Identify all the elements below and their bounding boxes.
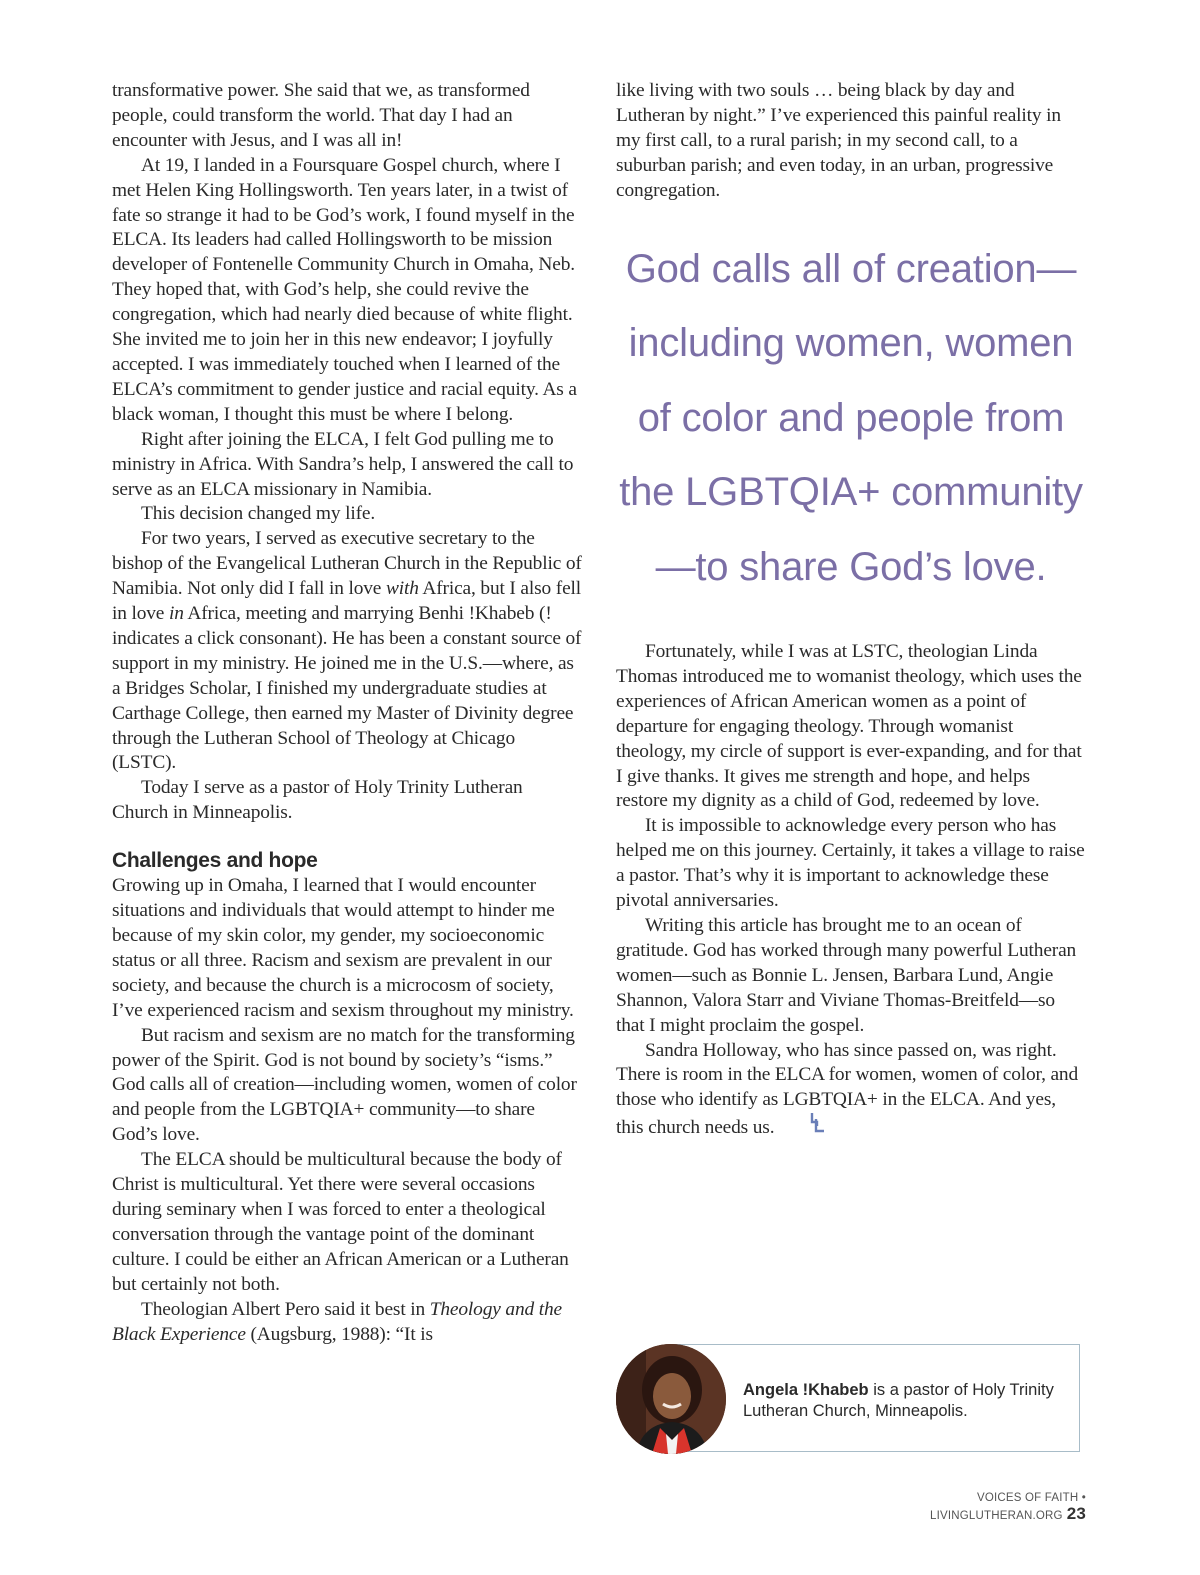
body-paragraph	[616, 1039, 1086, 1142]
bio-text	[743, 1380, 1073, 1422]
pull-quote: God calls all of creation—including women, women of color and people from the LGBTQIA+ community—to share God’s love.	[619, 246, 1083, 589]
author-name: Angela !Khabeb	[743, 1381, 869, 1399]
left-column	[112, 79, 582, 1347]
emphasis-text: with	[385, 578, 419, 600]
body-paragraph: Growing up in Omaha, I learned that I would encounter situations and individuals that would attempt to hinder me because of my skin color, my gender, my socioeconomic status or all three. Racism and sexism are prevalent in our society, and because the church is a microcosm of society, I’ve experienced racism and sexism throughout my ministry.	[112, 875, 574, 1021]
book-title: Theology and the Black Experience	[112, 1298, 562, 1345]
text-run: Sandra Holloway, who has since passed on, was right. There is room in the ELCA for women, women of color, and those who identify as LGBTQIA+ in the ELCA. And yes, this church needs us.	[616, 1039, 1079, 1139]
body-paragraph: Writing this article has brought me to an ocean of gratitude. God has worked through many powerful Lutheran women—such as Bonnie L. Jensen, Barbara Lund, Angie Shannon, Valora Starr and Viviane Thomas-Breitfeld—so that I might proclaim the gospel.	[616, 915, 1077, 1036]
page-footer	[868, 1492, 1086, 1524]
author-photo	[616, 1344, 726, 1454]
body-paragraph	[112, 527, 582, 776]
text-run: Africa, but I also fell in love	[112, 578, 582, 625]
text-run: (Augsburg, 1988): “It is	[245, 1323, 433, 1345]
page-number: 23	[1066, 1504, 1086, 1523]
body-paragraph: This decision changed my life.	[141, 503, 376, 525]
body-paragraph: The ELCA should be multicultural because the body of Christ is multicultural. Yet there were several occasions during seminary when I was forced to enter a theological conversation through the vantage point of the dominant culture. I could be either an African American or a Lutheran but certainly not both.	[112, 1149, 569, 1295]
body-paragraph: like living with two souls … being black by day and Lutheran by night.” I’ve experienced this painful reality in my first call, to a rural parish; in my second call, to a suburban parish; and even today, in an urban, progressive congregation.	[616, 80, 1061, 201]
body-paragraph	[112, 1298, 582, 1348]
footer-label: VOICES OF FAITH • LIVINGLUTHERAN.ORG	[930, 1492, 1086, 1522]
section-heading: Challenges and hope	[112, 849, 318, 873]
right-column	[616, 79, 1086, 1141]
text-run: Theologian Albert Pero said it best in	[141, 1298, 430, 1320]
body-paragraph: Fortunately, while I was at LSTC, theologian Linda Thomas introduced me to womanist theology, which uses the experiences of African American women as a point of departure for engaging theology. Through womanist theology, my circle of support is ever-expanding, and for that I give thanks. It gives me strength and hope, and helps restore my dignity as a child of God, redeemed by love.	[616, 641, 1082, 812]
body-paragraph: At 19, I landed in a Foursquare Gospel church, where I met Helen King Hollingsworth. Ten years later, in a twist of fate so strange it had to be God’s work, I found myself in the ELCA. Its leaders had called Hollingsworth to be mission developer of Fontenelle Community Church in Omaha, Neb. They hoped that, with God’s help, she could revive the congregation, which had nearly died because of white flight. She invited me to join her in this new endeavor; I joyfully accepted. I was immediately touched when I learned of the ELCA’s commitment to gender justice and racial equity. As a black woman, I thought this must be where I belong.	[112, 154, 577, 425]
body-paragraph: transformative power. She said that we, as transformed people, could transform the world. That day I had an encounter with Jesus, and I was all in!	[112, 80, 530, 151]
body-paragraph: It is impossible to acknowledge every person who has helped me on this journey. Certainly, it takes a village to raise a pastor. That’s why it is important to acknowledge these pivotal anniversaries.	[616, 815, 1085, 912]
body-paragraph: Today I serve as a pastor of Holy Trinity Lutheran Church in Minneapolis.	[112, 777, 523, 824]
body-paragraph: But racism and sexism are no match for the transforming power of the Spirit. God is not bound by society’s “isms.” God calls all of creation—including women, women of color and people from the LGBTQIA+ community—to share God’s love.	[112, 1024, 577, 1146]
emphasis-text: in	[168, 603, 184, 625]
text-run: Africa, meeting and marrying Benhi !Khabeb (! indicates a click consonant). He has been a constant source of support in my ministry. He joined me in the U.S.—where, as a Bridges Scholar, I finished my undergraduate studies at Carthage College, then earned my Master of Divinity degree through the Lutheran School of Theology at Chicago (LSTC).	[112, 603, 582, 774]
body-paragraph: Right after joining the ELCA, I felt God pulling me to ministry in Africa. With Sandra’s help, I answered the call to serve as an ELCA missionary in Namibia.	[112, 428, 574, 500]
text-run: For two years, I served as executive secretary to the bishop of the Evangelical Lutheran Church in the Republic of Namibia. Not only did I fall in love	[112, 528, 582, 600]
bio-description: is a pastor of Holy Trinity Lutheran Church, Minneapolis.	[743, 1381, 1054, 1420]
living-lutheran-logo-icon	[780, 1113, 825, 1141]
author-bio	[616, 1344, 1082, 1454]
